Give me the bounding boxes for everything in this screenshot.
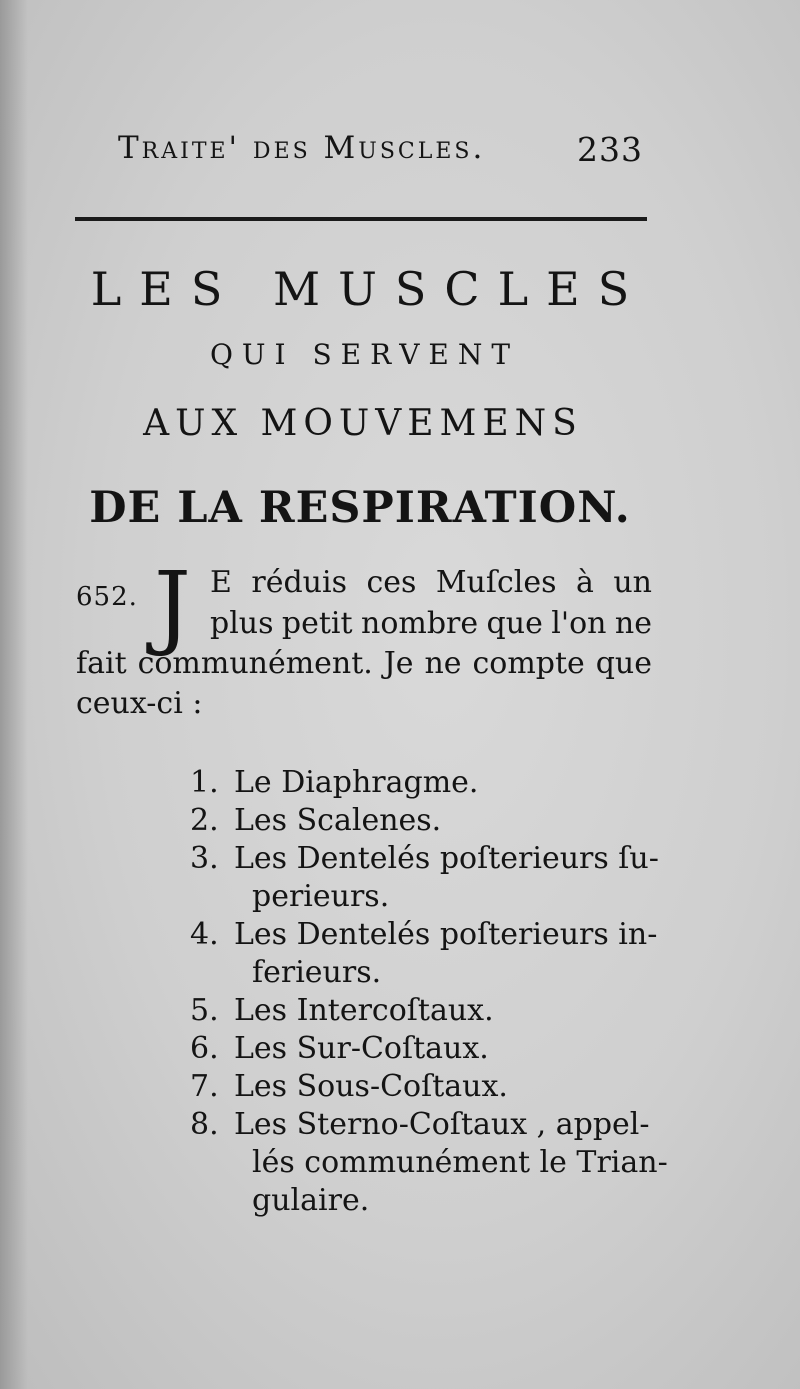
list-item bbox=[190, 802, 660, 840]
item-number: 4. bbox=[190, 917, 219, 952]
running-title: Traite' des Muscles. bbox=[118, 130, 486, 166]
item-text: Les Sous-Coſtaux. bbox=[234, 1069, 508, 1104]
paragraph-line-2 bbox=[210, 606, 652, 642]
muscle-list bbox=[190, 764, 668, 1220]
word: un bbox=[613, 565, 652, 600]
drop-cap: J bbox=[154, 552, 191, 659]
item-text: Le Diaphragme. bbox=[234, 765, 479, 800]
item-continuation: perieurs. bbox=[252, 879, 390, 914]
header-rule bbox=[75, 217, 647, 221]
word: communément. bbox=[137, 646, 373, 681]
page-number: 233 bbox=[577, 130, 643, 169]
paragraph-line-4: ceux-ci : bbox=[76, 686, 203, 721]
item-number: 3. bbox=[190, 841, 219, 876]
running-head bbox=[118, 130, 643, 174]
list-item bbox=[190, 992, 660, 1030]
chapter-heading-line-3: AUX MOUVEMENS bbox=[143, 403, 583, 444]
item-text: Les Sterno-Coſtaux , appel- bbox=[234, 1107, 650, 1142]
item-continuation: ferieurs. bbox=[252, 955, 382, 990]
item-number: 6. bbox=[190, 1031, 219, 1066]
word: compte bbox=[472, 646, 585, 681]
word: ces bbox=[366, 565, 417, 600]
word: Je bbox=[383, 646, 414, 681]
list-item bbox=[190, 1106, 668, 1220]
paragraph-number: 652. bbox=[76, 582, 138, 612]
list-item bbox=[190, 1068, 660, 1106]
word: Muſcles bbox=[435, 565, 557, 600]
word: petit bbox=[281, 606, 353, 641]
item-text: Les Intercoſtaux. bbox=[234, 993, 494, 1028]
item-text: Les Sur-Coſtaux. bbox=[234, 1031, 489, 1066]
item-text: Les Scalenes. bbox=[234, 803, 442, 838]
word: E bbox=[210, 565, 232, 600]
paragraph-652 bbox=[76, 552, 652, 730]
item-text: Les Dentelés poſterieurs ſu- bbox=[234, 841, 659, 876]
item-continuation: lés communément le Trian- bbox=[252, 1145, 668, 1180]
chapter-heading-line-4: DE LA RESPIRATION. bbox=[89, 483, 631, 533]
paragraph-line-3 bbox=[76, 646, 652, 682]
chapter-heading-line-2: QUI SERVENT bbox=[209, 338, 520, 371]
list-item bbox=[190, 764, 660, 802]
word: ne bbox=[614, 606, 652, 641]
word: ne bbox=[424, 646, 462, 681]
word: que bbox=[595, 646, 652, 681]
item-number: 5. bbox=[190, 993, 219, 1028]
word: que bbox=[486, 606, 543, 641]
word: l'on bbox=[551, 606, 607, 641]
paragraph-line-1 bbox=[210, 565, 652, 601]
item-text: Les Dentelés poſterieurs in- bbox=[234, 917, 658, 952]
list-item bbox=[190, 1030, 660, 1068]
item-number: 1. bbox=[190, 765, 219, 800]
list-item bbox=[190, 840, 660, 916]
item-continuation: gulaire. bbox=[252, 1183, 370, 1218]
item-number: 8. bbox=[190, 1107, 219, 1142]
word: fait bbox=[76, 646, 127, 681]
chapter-heading-line-1: LES MUSCLES bbox=[90, 262, 648, 316]
word: nombre bbox=[361, 606, 479, 641]
gutter-shadow bbox=[0, 0, 28, 1389]
item-number: 2. bbox=[190, 803, 219, 838]
word: plus bbox=[210, 606, 274, 641]
word: à bbox=[576, 565, 594, 600]
word: réduis bbox=[251, 565, 347, 600]
list-item bbox=[190, 916, 660, 992]
item-number: 7. bbox=[190, 1069, 219, 1104]
